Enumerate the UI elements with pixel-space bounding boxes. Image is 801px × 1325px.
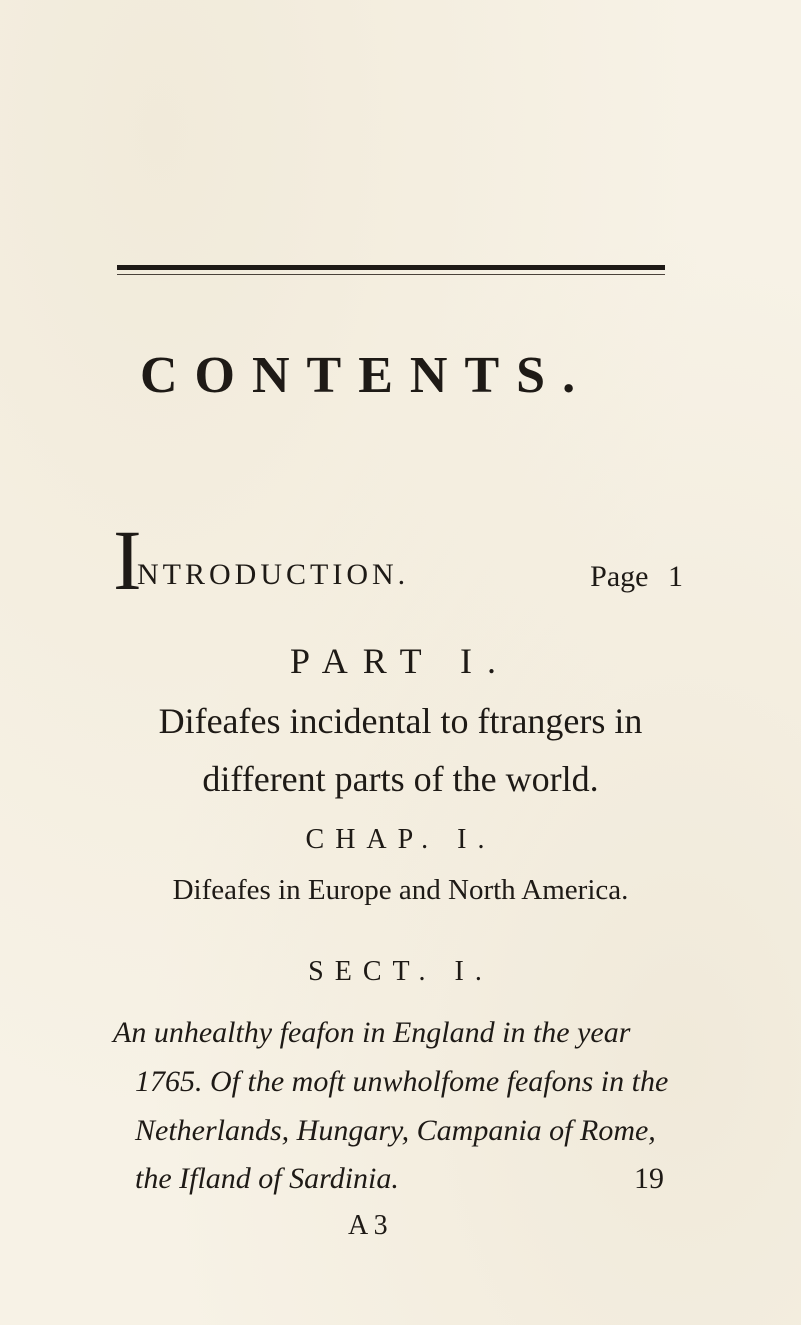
chapter-subtitle: Difeafes in Europe and North America. — [172, 874, 629, 906]
introduction-label: NTRODUCTION. — [137, 558, 410, 591]
page-title: CONTENTS. — [140, 347, 593, 404]
introduction-page-ref — [590, 560, 683, 594]
introduction-entry — [113, 512, 683, 608]
page-label: Page — [590, 560, 649, 593]
header-rule — [117, 265, 665, 270]
part-heading: PART I. — [290, 641, 511, 681]
section-description-line: An unhealthy feafon in England in the year — [113, 1016, 631, 1049]
chapter-heading: CHAP. I. — [305, 824, 496, 855]
section-description-line: Netherlands, Hungary, Campania of Rome, — [135, 1114, 656, 1147]
signature-mark: A 3 — [348, 1210, 388, 1241]
section-heading: SECT. I. — [308, 956, 493, 987]
introduction-initial: I — [113, 512, 142, 608]
section-page-number: 19 — [634, 1162, 664, 1195]
section-description-line: 1765. Of the moft unwholfome feafons in the — [135, 1065, 669, 1098]
part-description-line: Difeafes incidental to ftrangers in — [158, 701, 643, 741]
part-description-line: different parts of the world. — [202, 759, 599, 799]
page-number: 1 — [668, 560, 683, 593]
section-description-line: the Ifland of Sardinia. — [135, 1162, 399, 1195]
